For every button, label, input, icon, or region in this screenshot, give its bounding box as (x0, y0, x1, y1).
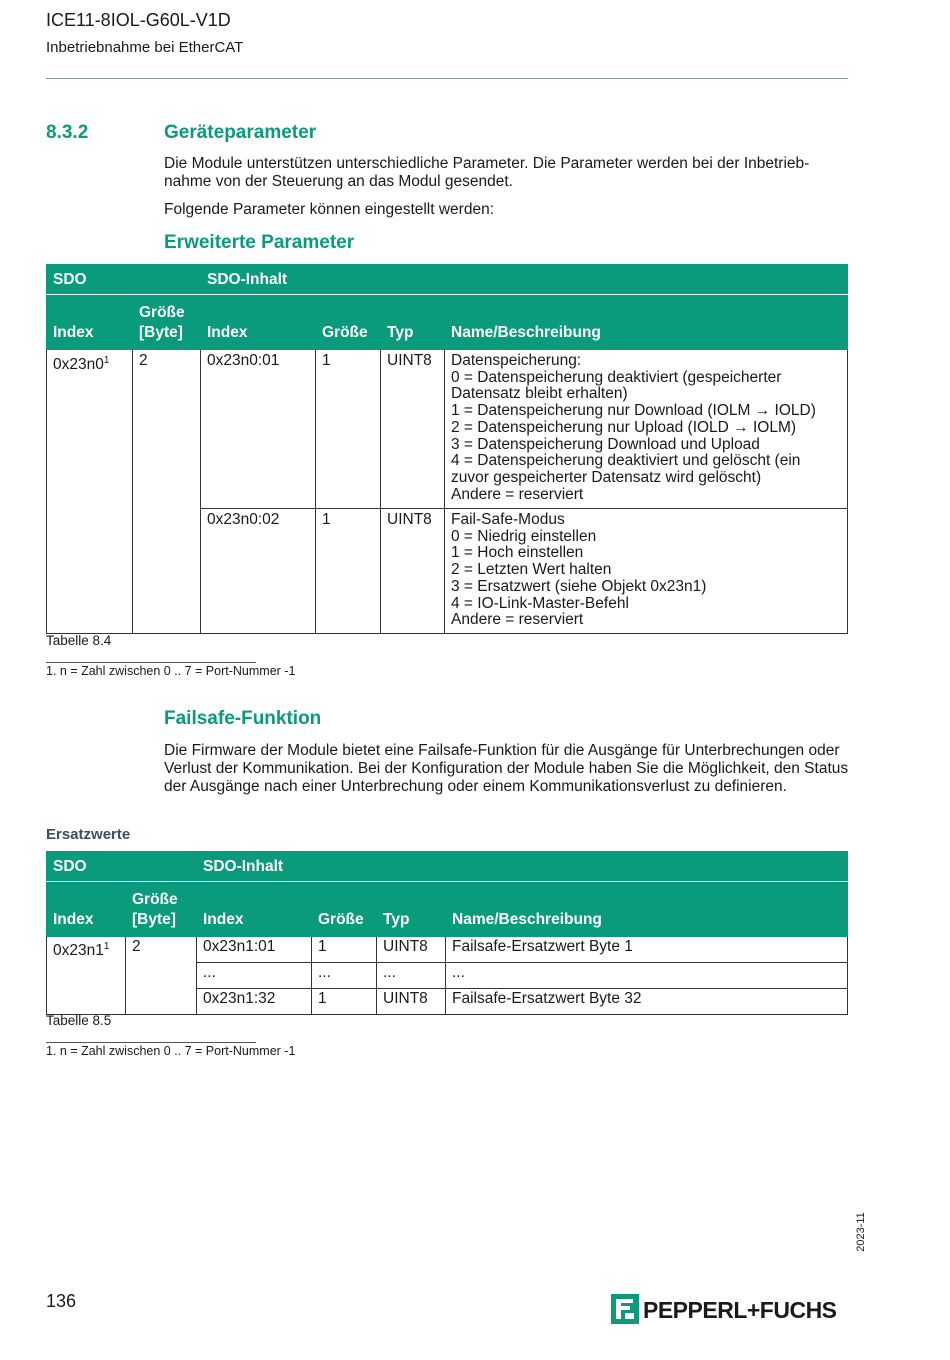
extended-parameters-table (46, 264, 848, 634)
description-line: Andere = reserviert (451, 611, 584, 629)
description-line: Andere = reserviert (451, 485, 584, 503)
table-row (47, 937, 848, 963)
description-line: 2 = Datenspeicherung nur Upload (IOLD → IOLM) (451, 418, 797, 436)
description-line: 4 = Datenspeicherung deaktiviert und gelöscht (ein zuvor gespeicherter Datensatz wird gelöscht) (451, 452, 801, 486)
type-cell: UINT8 (381, 509, 445, 634)
size-cell: 1 (316, 350, 381, 509)
header-divider (46, 78, 848, 79)
intro-paragraph: Die Module unterstützen unterschiedliche Parameter. Die Parameter werden bei der Inbetrieb-nahme von der Steuerung an das Modul gesendet. (164, 155, 810, 190)
column-header: Größe [Byte] (126, 882, 197, 937)
document-subtitle: Inbetriebnahme bei EtherCAT (46, 39, 244, 56)
description-line: 3 = Datenspeicherung Download und Upload (451, 435, 760, 453)
description-cell (445, 509, 848, 634)
company-logo (611, 1294, 848, 1326)
group-header-sdo: SDO (47, 265, 201, 295)
footnote: 1. n = Zahl zwischen 0 .. 7 = Port-Nummer -1 (46, 664, 296, 678)
page-number: 136 (46, 1291, 77, 1311)
group-header-sdo: SDO (47, 852, 197, 882)
description-line: 0 = Niedrig einstellen (451, 527, 597, 545)
footnote: 1. n = Zahl zwischen 0 .. 7 = Port-Nummer -1 (46, 1044, 296, 1058)
logo-text: PEPPERL+FUCHS (643, 1297, 837, 1323)
document-title: ICE11-8IOL-G60L-V1D (46, 10, 231, 30)
failsafe-paragraph: Die Firmware der Module bietet eine Failsafe-Funktion für die Ausgänge für Unterbrechungen oder Verlust der Kommunikation. Bei der Konfiguration der Module haben Sie die Möglichkeit, den Status der Ausgänge nach einer Unterbrechung oder einem Kommunikationsverlust zu definieren. (164, 742, 849, 795)
type-cell: UINT8 (381, 350, 445, 509)
size-cell: 1 (316, 509, 381, 634)
sdo-size-cell: 2 (133, 350, 201, 634)
description-line: Datenspeicherung: (451, 352, 582, 369)
sdo-index: 0x23n0 (53, 356, 104, 373)
date-stamp: 2023-11 (855, 1212, 867, 1252)
sub-index-cell: 0x23n0:01 (201, 350, 316, 509)
column-header: Größe [Byte] (133, 295, 201, 350)
description-line: 2 = Letzten Wert halten (451, 561, 612, 579)
sdo-index: 0x23n1 (53, 942, 104, 959)
type-cell: UINT8 (377, 937, 446, 963)
sdo-index-cell (47, 350, 133, 634)
sub-index-cell: 0x23n1:32 (197, 989, 312, 1015)
sub-index-cell: 0x23n1:01 (197, 937, 312, 963)
sub-index-cell: ... (197, 963, 312, 989)
column-header: Typ (377, 882, 446, 937)
parameters-intro: Folgende Parameter können eingestellt werden: (164, 201, 495, 218)
type-cell: ... (377, 963, 446, 989)
description-cell: Failsafe-Ersatzwert Byte 1 (446, 937, 848, 963)
substitute-values-table (46, 851, 848, 1015)
description-line: Fail-Safe-Modus (451, 511, 565, 528)
footnote-divider (46, 662, 256, 663)
type-cell: UINT8 (377, 989, 446, 1015)
size-cell: 1 (312, 989, 377, 1015)
failsafe-heading: Failsafe-Funktion (164, 708, 322, 729)
footnote-marker: 1 (103, 941, 110, 952)
pepperl-fuchs-logo-icon (611, 1294, 639, 1324)
description-line: 3 = Ersatzwert (siehe Objekt 0x23n1) (451, 577, 707, 595)
footnote-marker: 1 (103, 355, 110, 366)
description-line: 0 = Datenspeicherung deaktiviert (gespeicherter Datensatz bleibt erhalten) (451, 368, 782, 403)
column-header: Größe (316, 295, 381, 350)
description-cell (445, 350, 848, 509)
column-header: Index (201, 295, 316, 350)
column-header: Index (47, 882, 126, 937)
column-header: Typ (381, 295, 445, 350)
table-row (47, 350, 848, 509)
table-caption: Tabelle 8.4 (46, 633, 112, 648)
description-cell: Failsafe-Ersatzwert Byte 32 (446, 989, 848, 1015)
section-title: Geräteparameter (164, 122, 317, 143)
section-number: 8.3.2 (46, 122, 89, 143)
column-header: Name/Beschreibung (445, 295, 848, 350)
size-cell: ... (312, 963, 377, 989)
description-line: 4 = IO-Link-Master-Befehl (451, 594, 629, 612)
size-cell: 1 (312, 937, 377, 963)
sub-index-cell: 0x23n0:02 (201, 509, 316, 634)
description-line: 1 = Datenspeicherung nur Download (IOLM → IOLD) (451, 402, 816, 420)
sdo-index-cell (47, 937, 126, 1015)
column-header: Index (47, 295, 133, 350)
group-header-sdo-content: SDO-Inhalt (201, 265, 848, 295)
column-header: Name/Beschreibung (446, 882, 848, 937)
substitute-values-label: Ersatzwerte (46, 826, 131, 843)
group-header-sdo-content: SDO-Inhalt (197, 852, 848, 882)
extended-parameters-heading: Erweiterte Parameter (164, 232, 355, 253)
table-caption: Tabelle 8.5 (46, 1013, 112, 1028)
footnote-divider (46, 1042, 256, 1043)
sdo-size-cell: 2 (126, 937, 197, 1015)
description-cell: ... (446, 963, 848, 989)
description-line: 1 = Hoch einstellen (451, 544, 584, 562)
column-header: Größe (312, 882, 377, 937)
column-header: Index (197, 882, 312, 937)
